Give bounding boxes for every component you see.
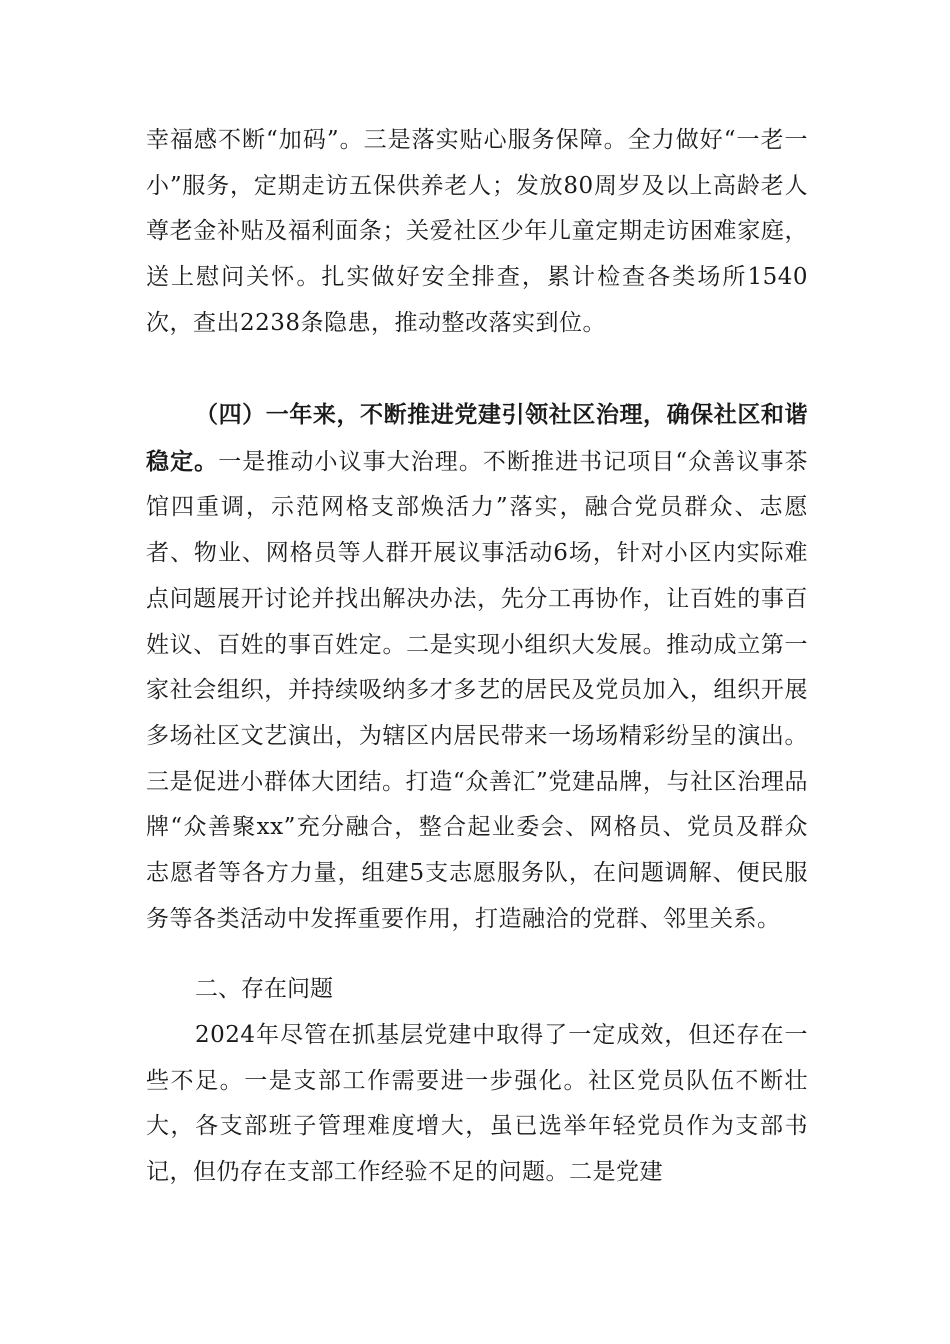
paragraph-section-four — [146, 392, 808, 942]
section-four-lead: （四）一年来，不断推进党建引领社区治理，确保社区和谐稳定。 — [146, 401, 808, 475]
paragraph-problems: 2024年尽管在抓基层党建中取得了一定成效，但还存在一些不足。一是支部工作需要进一步强化。社区党员队伍不断壮大，各支部班子管理难度增大，虽已选举年轻党员作为支部书记，但仍存在支部工作经验不足的问题。二是党建 — [146, 1022, 808, 1186]
paragraph-continued: 幸福感不断“加码”。三是落实贴心服务保障。全力做好“一老一小”服务，定期走访五保供养老人；发放80周岁及以上高龄老人尊老金补贴及福利面条；关爱社区少年儿童定期走访困难家庭，送上慰问关怀。扎实做好安全排查，累计检查各类场所1540次，查出2238条隐患，推动整改落实到位。 — [146, 127, 808, 336]
section-heading-problems: 二、存在问题 — [195, 976, 333, 1002]
section-four-body: 一是推动小议事大治理。不断推进书记项目“众善议事茶馆四重调，示范网格支部焕活力”落实，融合党员群众、志愿者、物业、网格员等人群开展议事活动6场，针对小区内实际难点问题展开讨论并找出解决办法，先分工再协作，让百姓的事百姓议、百姓的事百姓定。二是实现小组织大发展。推动成立第一家社会组织，并持续吸纳多才多艺的居民及党员加入，组织开展多场社区文艺演出，为辖区内居民带来一场场精彩纷呈的演出。三是促进小群体大团结。打造“众善汇”党建品牌，与社区治理品牌“众善聚xx”充分融合，整合起业委会、网格员、党员及群众志愿者等各方力量，组建5支志愿服务队，在问题调解、便民服务等各类活动中发挥重要作用，打造融洽的党群、邻里关系。 — [146, 448, 809, 932]
